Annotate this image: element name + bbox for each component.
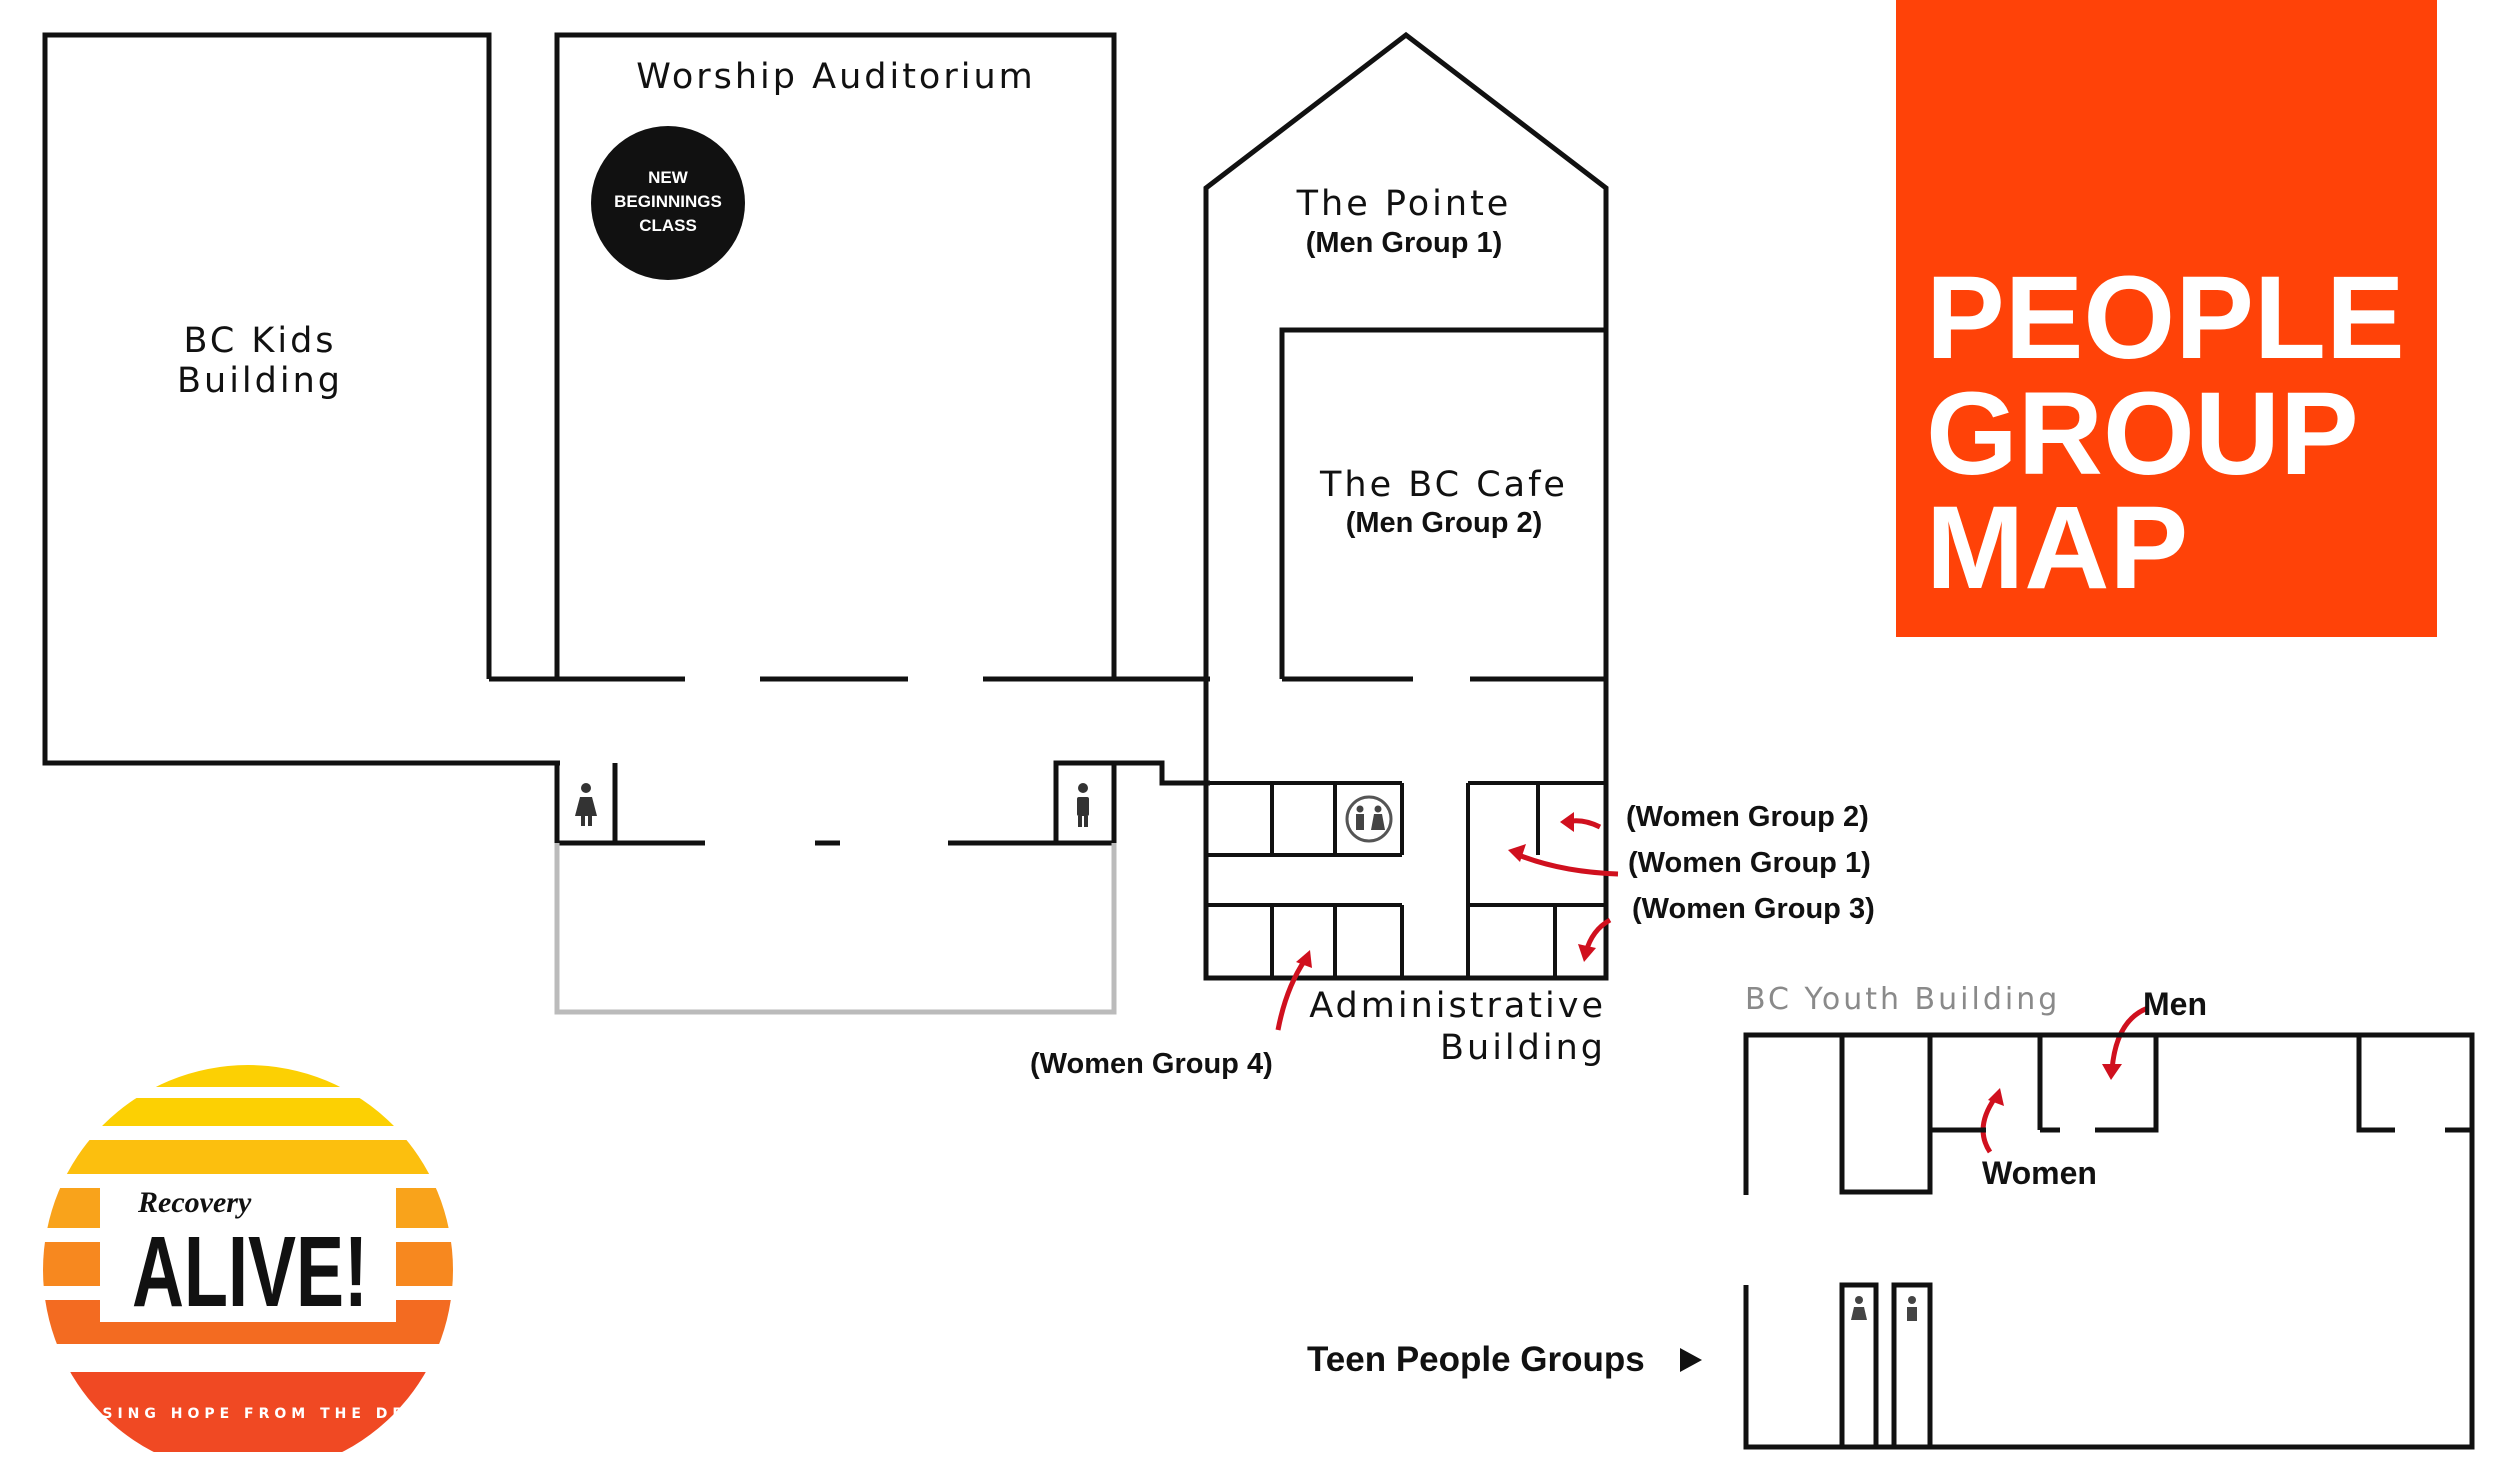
pointe-label: The Pointe [1296, 184, 1512, 224]
play-arrow-icon [1680, 1348, 1702, 1372]
cafe-label: The BC Cafe [1320, 465, 1568, 505]
outdoor-area [557, 843, 1114, 1012]
youth-women-label[interactable]: Women [1982, 1155, 2097, 1191]
arrow-women-group-1 [1516, 854, 1618, 874]
woman-icon [575, 783, 597, 826]
admin-interior-walls [1206, 783, 1606, 978]
new-beginnings-badge[interactable] [591, 126, 745, 280]
admin-label-2: Building [1440, 1028, 1606, 1068]
kids-building-label-1: BC Kids [183, 321, 337, 361]
youth-building-label: BC Youth Building [1745, 982, 2061, 1017]
logo-big-text: ALIVE! [132, 1216, 368, 1328]
restroom-icon [1347, 797, 1391, 841]
new-beginnings-line-3: CLASS [639, 216, 697, 235]
lobby-walls [557, 763, 1210, 843]
youth-woman-icon [1851, 1296, 1867, 1320]
youth-building [1746, 1035, 2472, 1447]
auditorium-label: Worship Auditorium [636, 57, 1036, 97]
women-group-4-label[interactable]: (Women Group 4) [1030, 1048, 1273, 1080]
new-beginnings-line-2: BEGINNINGS [614, 192, 722, 211]
man-icon [1077, 783, 1089, 827]
pointe-group-label[interactable]: (Men Group 1) [1305, 227, 1503, 259]
youth-men-label[interactable]: Men [2143, 986, 2207, 1022]
women-group-1-label[interactable]: (Women Group 1) [1628, 847, 1871, 879]
recovery-alive-logo [40, 1065, 460, 1452]
title-line-3: MAP [1926, 482, 2189, 614]
logo-small-text: Recovery [138, 1186, 252, 1219]
new-beginnings-line-1: NEW [648, 168, 688, 187]
women-group-2-label[interactable]: (Women Group 2) [1626, 801, 1869, 833]
logo-tagline: RAISING HOPE FROM THE DEAD [60, 1406, 440, 1422]
cafe-group-label[interactable]: (Men Group 2) [1345, 507, 1543, 539]
arrow-youth-women [1983, 1098, 1995, 1152]
arrow-women-group-4 [1278, 960, 1305, 1030]
kids-building-label-2: Building [177, 361, 343, 401]
admin-label-1: Administrative [1309, 986, 1606, 1026]
youth-man-icon [1907, 1296, 1917, 1321]
teen-groups-label[interactable]: Teen People Groups [1307, 1340, 1645, 1379]
women-group-3-label[interactable]: (Women Group 3) [1632, 893, 1875, 925]
title-line-1: PEOPLE [1926, 252, 2405, 384]
title-line-2: GROUP [1926, 368, 2359, 500]
